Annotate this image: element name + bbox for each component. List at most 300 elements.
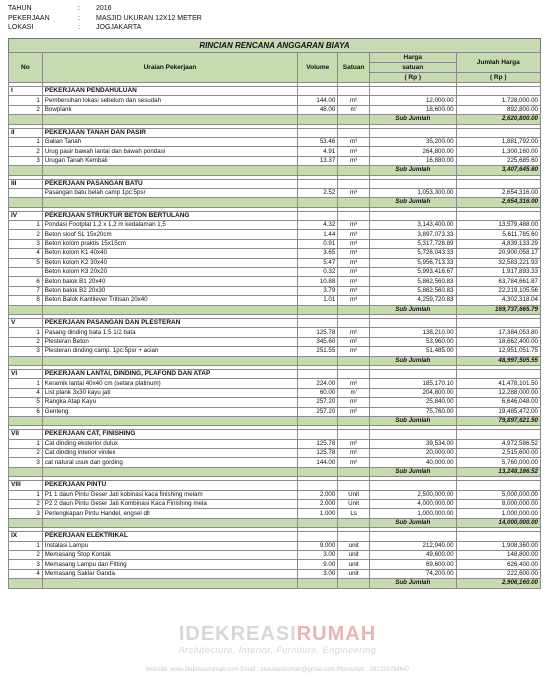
empty-cell: [9, 166, 43, 175]
item-total: 5,000,000.00: [456, 490, 540, 499]
item-unit: m²: [338, 439, 370, 448]
item-number: 3: [9, 156, 43, 165]
item-description: Beton sloof SL 15x20cm: [42, 230, 297, 239]
line-item-row: [9, 137, 541, 146]
item-number: 8: [9, 296, 43, 305]
item-volume: 48.00: [298, 105, 338, 114]
item-volume: 257.20: [298, 398, 338, 407]
empty-cell: [9, 579, 43, 588]
empty-cell: [338, 430, 370, 439]
line-item-row: [9, 439, 541, 448]
subtotal-label: Sub Jumlah: [369, 579, 456, 588]
empty-cell: [338, 579, 370, 588]
line-item-row: [9, 239, 541, 248]
line-item-row: [9, 268, 541, 277]
item-unit-price: 185,170.10: [369, 379, 456, 388]
header-unit: Satuan: [338, 53, 370, 83]
item-number: 3: [9, 560, 43, 569]
item-description: Cat dinding eksterior dulux: [42, 439, 297, 448]
line-item-row: [9, 96, 541, 105]
empty-cell: [369, 87, 456, 96]
item-unit-price: 264,800.00: [369, 147, 456, 156]
item-unit: m²: [338, 449, 370, 458]
empty-cell: [369, 211, 456, 220]
line-item-row: [9, 449, 541, 458]
meta-separator: :: [78, 14, 80, 22]
item-number: 6: [9, 277, 43, 286]
item-total: 5,611,785.60: [456, 230, 540, 239]
item-volume: 4.91: [298, 147, 338, 156]
item-volume: 13.37: [298, 156, 338, 165]
item-description: Pasangan batu belah camp 1pc:5psr: [42, 188, 297, 197]
header-total-top: Jumlah Harga: [456, 53, 540, 73]
item-volume: 5.47: [298, 258, 338, 267]
meta-value: MASJID UKURAN 12X12 METER: [96, 14, 202, 22]
item-unit: m²: [338, 96, 370, 105]
section-title: PEKERJAAN PASANGAN DAN PLESTERAN: [42, 318, 297, 327]
item-volume: 53.46: [298, 137, 338, 146]
empty-cell: [338, 481, 370, 490]
item-unit: m³: [338, 156, 370, 165]
item-total: 5,760,000.00: [456, 458, 540, 467]
section-number: III: [9, 179, 43, 188]
item-total: 1,908,360.00: [456, 541, 540, 550]
empty-cell: [369, 128, 456, 137]
subtotal-value: 13,248,186.52: [456, 467, 540, 476]
item-unit: m³: [338, 277, 370, 286]
item-volume: 1.01: [298, 296, 338, 305]
empty-cell: [338, 356, 370, 365]
section-number: IX: [9, 532, 43, 541]
item-total: 1,000,000.00: [456, 509, 540, 518]
item-unit: m³: [338, 296, 370, 305]
item-unit: Ls: [338, 509, 370, 518]
empty-cell: [42, 518, 297, 527]
item-total: 1,300,160.00: [456, 147, 540, 156]
item-description: Beton kolom praktis 15x15cm: [42, 239, 297, 248]
line-item-row: [9, 296, 541, 305]
subtotal-label: Sub Jumlah: [369, 115, 456, 124]
item-number: 1: [9, 490, 43, 499]
section-header-row: [9, 532, 541, 541]
empty-cell: [9, 416, 43, 425]
item-number: 3: [9, 509, 43, 518]
line-item-row: [9, 500, 541, 509]
item-unit-price: 49,600.00: [369, 550, 456, 559]
empty-cell: [456, 481, 540, 490]
subtotal-value: 14,000,000.00: [456, 518, 540, 527]
subtotal-row: [9, 579, 541, 588]
subtotal-row: [9, 416, 541, 425]
section-header-row: [9, 369, 541, 378]
brand-tagline: Architecture, Interior, Furniture, Engineering: [178, 645, 377, 655]
empty-cell: [298, 416, 338, 425]
empty-cell: [338, 416, 370, 425]
empty-cell: [298, 579, 338, 588]
line-item-row: [9, 286, 541, 295]
item-total: 18,662,400.00: [456, 337, 540, 346]
empty-cell: [456, 430, 540, 439]
item-total: 222,600.00: [456, 569, 540, 578]
meta-row-year: [8, 4, 202, 14]
item-volume: 345.60: [298, 337, 338, 346]
meta-label: TAHUN: [8, 5, 32, 12]
section-title: PEKERJAAN TANAH DAN PASIR: [42, 128, 297, 137]
item-unit-price: 20,000.00: [369, 449, 456, 458]
item-unit: unit: [338, 560, 370, 569]
line-item-row: [9, 509, 541, 518]
empty-cell: [298, 430, 338, 439]
item-volume: 9.00: [298, 560, 338, 569]
item-unit-price: 16,880.00: [369, 156, 456, 165]
line-item-row: [9, 347, 541, 356]
item-total: 1,881,792.00: [456, 137, 540, 146]
item-description: Beton kolom K3 20x20: [42, 268, 297, 277]
section-number: II: [9, 128, 43, 137]
section-header-row: [9, 430, 541, 439]
empty-cell: [298, 198, 338, 207]
section-header-row: [9, 318, 541, 327]
item-description: Plesteran Beton: [42, 337, 297, 346]
item-number: 2: [9, 230, 43, 239]
item-unit-price: 138,210.00: [369, 328, 456, 337]
item-unit-price: 204,800.00: [369, 388, 456, 397]
empty-cell: [369, 430, 456, 439]
empty-cell: [298, 87, 338, 96]
item-description: Beton Balok Kantilever Tritisan 20x40: [42, 296, 297, 305]
empty-cell: [456, 128, 540, 137]
line-item-row: [9, 550, 541, 559]
section-number: V: [9, 318, 43, 327]
item-unit: m': [338, 388, 370, 397]
line-item-row: [9, 569, 541, 578]
line-item-row: [9, 379, 541, 388]
header-price-bottom: ( Rp ): [369, 73, 456, 83]
empty-cell: [298, 211, 338, 220]
item-number: 4: [9, 249, 43, 258]
empty-cell: [338, 305, 370, 314]
item-unit-price: 5,993,416.67: [369, 268, 456, 277]
meta-label: LOKASI: [8, 24, 34, 31]
item-unit: unit: [338, 550, 370, 559]
empty-cell: [9, 467, 43, 476]
item-description: P1 1 daun Pintu Geser Jati kobinasi kaca finishing melam: [42, 490, 297, 499]
item-volume: 1.44: [298, 230, 338, 239]
empty-cell: [298, 369, 338, 378]
line-item-row: [9, 156, 541, 165]
item-total: 1,917,893.33: [456, 268, 540, 277]
item-unit: m³: [338, 188, 370, 197]
table-header: [9, 53, 541, 83]
item-unit-price: 5,317,728.89: [369, 239, 456, 248]
item-volume: 4.32: [298, 221, 338, 230]
line-item-row: [9, 388, 541, 397]
line-item-row: [9, 458, 541, 467]
item-description: P2 2 daun Pintu Geser Jati Kombinasi Kaca Finishing mela: [42, 500, 297, 509]
item-total: 22,219,105.56: [456, 286, 540, 295]
item-number: 4: [9, 388, 43, 397]
item-number: 5: [9, 398, 43, 407]
item-volume: 2.000: [298, 490, 338, 499]
item-description: Instalasi Lampu: [42, 541, 297, 550]
item-total: 4,972,586.52: [456, 439, 540, 448]
item-unit: m': [338, 105, 370, 114]
subtotal-value: 2,906,160.00: [456, 579, 540, 588]
item-number: 2: [9, 147, 43, 156]
item-description: Perlengkapan Pintu Handel, engsel dll: [42, 509, 297, 518]
item-total: 8,000,000.00: [456, 500, 540, 509]
item-total: 4,302,318.04: [456, 296, 540, 305]
subtotal-label: Sub Jumlah: [369, 518, 456, 527]
empty-cell: [456, 318, 540, 327]
empty-cell: [298, 467, 338, 476]
line-item-row: [9, 221, 541, 230]
item-total: 4,839,133.29: [456, 239, 540, 248]
meta-separator: :: [78, 5, 80, 12]
item-number: 2: [9, 105, 43, 114]
empty-cell: [456, 211, 540, 220]
item-number: 3: [9, 458, 43, 467]
item-total: 13,579,488.00: [456, 221, 540, 230]
brand-watermark: [0, 623, 555, 646]
item-total: 148,800.00: [456, 550, 540, 559]
item-number: 2: [9, 337, 43, 346]
empty-cell: [338, 115, 370, 124]
empty-cell: [369, 481, 456, 490]
item-unit-price: 12,000.00: [369, 96, 456, 105]
item-unit: Unit: [338, 500, 370, 509]
empty-cell: [338, 211, 370, 220]
item-description: Pasang dinding bata 1:5 1/2 bata: [42, 328, 297, 337]
meta-value: JOGJAKARTA: [96, 24, 142, 31]
line-item-row: [9, 328, 541, 337]
empty-cell: [338, 128, 370, 137]
item-unit-price: 5,862,560.83: [369, 277, 456, 286]
section-title: PEKERJAAN PENDAHULUAN: [42, 87, 297, 96]
empty-cell: [42, 305, 297, 314]
item-total: 41,478,101.50: [456, 379, 540, 388]
empty-cell: [9, 356, 43, 365]
empty-cell: [338, 518, 370, 527]
empty-cell: [338, 198, 370, 207]
empty-cell: [42, 115, 297, 124]
header-no: No: [9, 53, 43, 83]
line-item-row: [9, 105, 541, 114]
item-unit: m³: [338, 249, 370, 258]
item-number: 1: [9, 328, 43, 337]
empty-cell: [338, 467, 370, 476]
item-total: 63,784,661.87: [456, 277, 540, 286]
item-number: 3: [9, 239, 43, 248]
section-title: PEKERJAAN LANTAI, DINDING, PLAFOND DAN ATAP: [42, 369, 297, 378]
meta-label: PEKERJAAN: [8, 14, 50, 22]
item-unit-price: 1,000,000.00: [369, 509, 456, 518]
item-unit: m³: [338, 147, 370, 156]
item-volume: 144.00: [298, 458, 338, 467]
item-unit-price: 75,760.00: [369, 407, 456, 416]
item-unit-price: 212,040.00: [369, 541, 456, 550]
item-description: Cat dinding interior vinilex: [42, 449, 297, 458]
empty-cell: [9, 115, 43, 124]
empty-cell: [42, 198, 297, 207]
item-description: Memasang Saklar Ganda: [42, 569, 297, 578]
item-unit-price: 69,600.00: [369, 560, 456, 569]
empty-cell: [298, 305, 338, 314]
item-unit-price: 3,143,400.00: [369, 221, 456, 230]
empty-cell: [42, 416, 297, 425]
subtotal-row: [9, 115, 541, 124]
empty-cell: [298, 318, 338, 327]
item-unit-price: 25,840.00: [369, 398, 456, 407]
meta-row-work: [8, 14, 202, 24]
meta-value: 2016: [96, 5, 112, 12]
brand-part-a: IDEKREASI: [178, 623, 297, 645]
header-total-bottom: ( Rp ): [456, 73, 540, 83]
item-unit-price: 53,960.00: [369, 337, 456, 346]
empty-cell: [42, 467, 297, 476]
subtotal-label: Sub Jumlah: [369, 416, 456, 425]
subtotal-label: Sub Jumlah: [369, 198, 456, 207]
empty-cell: [42, 356, 297, 365]
empty-cell: [338, 532, 370, 541]
line-item-row: [9, 560, 541, 569]
item-volume: 125.78: [298, 328, 338, 337]
sheet-title: RINCIAN RENCANA ANGGARAN BIAYA: [8, 38, 541, 52]
item-number: 6: [9, 407, 43, 416]
empty-cell: [369, 318, 456, 327]
empty-cell: [298, 115, 338, 124]
item-unit: m²: [338, 347, 370, 356]
item-number: 1: [9, 379, 43, 388]
item-unit: unit: [338, 569, 370, 578]
item-unit: m³: [338, 286, 370, 295]
item-unit-price: 35,200.00: [369, 137, 456, 146]
empty-cell: [9, 305, 43, 314]
empty-cell: [456, 179, 540, 188]
section-number: I: [9, 87, 43, 96]
item-description: Bowplank: [42, 105, 297, 114]
line-item-row: [9, 230, 541, 239]
line-item-row: [9, 147, 541, 156]
item-total: 2,515,600.00: [456, 449, 540, 458]
item-unit: m²: [338, 398, 370, 407]
line-item-row: [9, 337, 541, 346]
item-volume: 9.000: [298, 541, 338, 550]
empty-cell: [338, 166, 370, 175]
item-description: Beton kolom K1 40x40: [42, 249, 297, 258]
item-number: 5: [9, 258, 43, 267]
meta-separator: :: [78, 24, 80, 31]
subtotal-row: [9, 198, 541, 207]
item-unit-price: 5,862,560.83: [369, 286, 456, 295]
item-volume: 257.20: [298, 407, 338, 416]
item-unit: unit: [338, 541, 370, 550]
item-volume: 224.00: [298, 379, 338, 388]
item-volume: 125.78: [298, 449, 338, 458]
subtotal-row: [9, 166, 541, 175]
item-unit: m³: [338, 230, 370, 239]
item-total: 225,685.60: [456, 156, 540, 165]
item-unit: Unit: [338, 490, 370, 499]
empty-cell: [298, 356, 338, 365]
empty-cell: [298, 481, 338, 490]
item-description: List plank 3x30 kayu jati: [42, 388, 297, 397]
subtotal-row: [9, 305, 541, 314]
item-total: 12,288,000.00: [456, 388, 540, 397]
item-total: 20,900,058.17: [456, 249, 540, 258]
item-number: [9, 268, 43, 277]
item-description: Keramik lantai 40x40 cm (setara platinum): [42, 379, 297, 388]
subtotal-label: Sub Jumlah: [369, 166, 456, 175]
empty-cell: [338, 179, 370, 188]
item-volume: 3.00: [298, 569, 338, 578]
line-item-row: [9, 277, 541, 286]
item-unit-price: 4,259,720.83: [369, 296, 456, 305]
item-description: Urug pasir bawah lantai dan bawah pondasi: [42, 147, 297, 156]
line-item-row: [9, 398, 541, 407]
item-total: 1,728,000.00: [456, 96, 540, 105]
item-total: 626,400.00: [456, 560, 540, 569]
line-item-row: [9, 541, 541, 550]
item-unit: m³: [338, 258, 370, 267]
item-unit: m²: [338, 379, 370, 388]
subtotal-row: [9, 518, 541, 527]
subtotal-label: Sub Jumlah: [369, 356, 456, 365]
item-description: Beton balok B2 20x30: [42, 286, 297, 295]
item-number: 2: [9, 550, 43, 559]
subtotal-row: [9, 467, 541, 476]
item-unit-price: 1,053,300.00: [369, 188, 456, 197]
item-volume: 0.91: [298, 239, 338, 248]
item-unit: m²: [338, 407, 370, 416]
item-volume: 0.32: [298, 268, 338, 277]
empty-cell: [42, 166, 297, 175]
empty-cell: [298, 518, 338, 527]
empty-cell: [338, 369, 370, 378]
item-volume: 60.00: [298, 388, 338, 397]
item-number: 3: [9, 347, 43, 356]
item-unit-price: 2,500,000.00: [369, 490, 456, 499]
item-volume: 125.78: [298, 439, 338, 448]
item-number: 1: [9, 221, 43, 230]
item-unit-price: 5,726,043.33: [369, 249, 456, 258]
item-description: Pembersihan lokasi sebelum dan sesudah: [42, 96, 297, 105]
header-price-mid: satuan: [369, 63, 456, 73]
subtotal-label: Sub Jumlah: [369, 467, 456, 476]
item-number: 7: [9, 286, 43, 295]
section-header-row: [9, 481, 541, 490]
empty-cell: [9, 198, 43, 207]
item-total: 32,583,221.93: [456, 258, 540, 267]
item-description: Galian Tanah: [42, 137, 297, 146]
empty-cell: [42, 579, 297, 588]
item-description: Genteng: [42, 407, 297, 416]
item-unit-price: 51,485.00: [369, 347, 456, 356]
subtotal-value: 2,620,800.00: [456, 115, 540, 124]
section-title: PEKERJAAN ELEKTRIKAL: [42, 532, 297, 541]
item-unit: m³: [338, 221, 370, 230]
empty-cell: [9, 518, 43, 527]
item-total: 6,646,048.00: [456, 398, 540, 407]
subtotal-row: [9, 356, 541, 365]
item-number: [9, 188, 43, 197]
item-description: Beton balok B1 20x40: [42, 277, 297, 286]
section-number: IV: [9, 211, 43, 220]
item-number: 4: [9, 569, 43, 578]
empty-cell: [456, 532, 540, 541]
section-number: VII: [9, 430, 43, 439]
line-item-row: [9, 249, 541, 258]
